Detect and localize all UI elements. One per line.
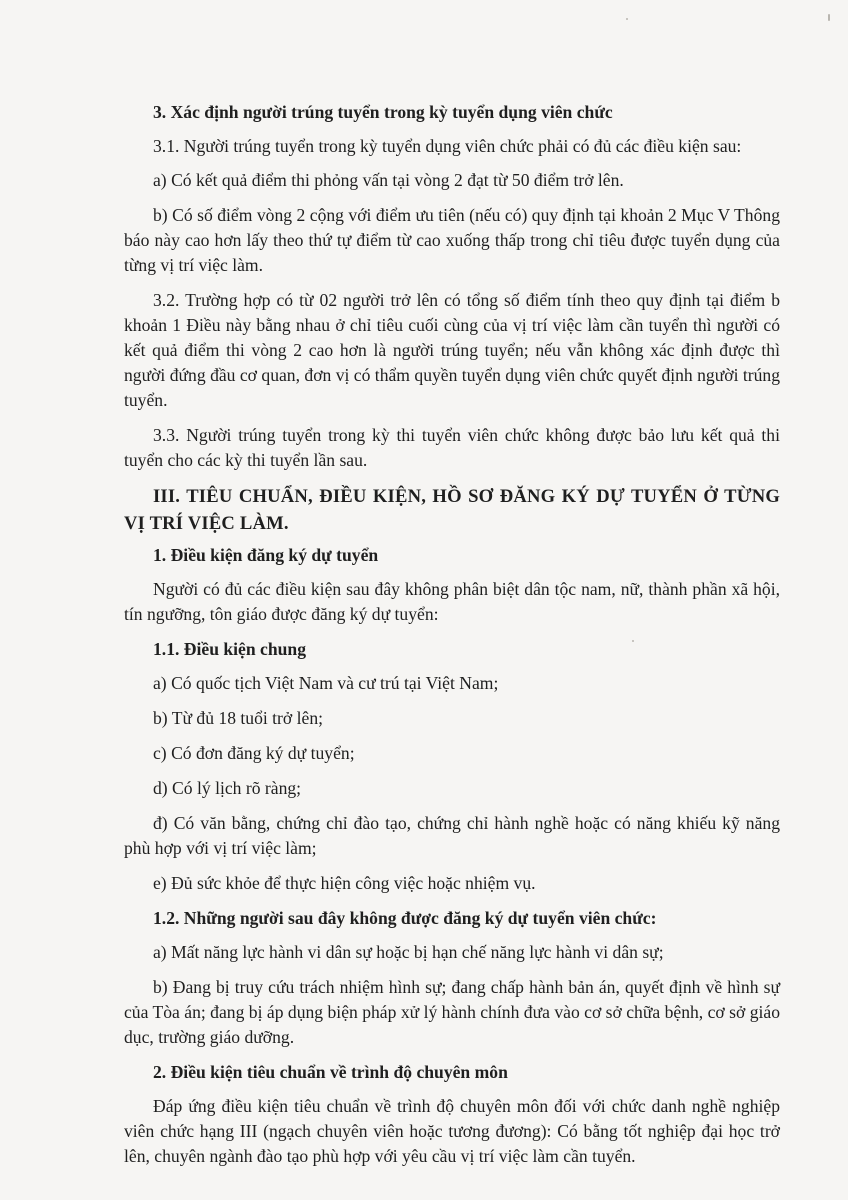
heading-1-1: 1.1. Điều kiện chung	[153, 639, 307, 659]
document-body	[124, 100, 780, 1179]
paragraph-3-1-a: a) Có kết quả điểm thi phỏng vấn tại vòng 2 đạt từ 50 điểm trở lên.	[153, 170, 624, 190]
list-item-1-1-d: d) Có lý lịch rõ ràng;	[153, 778, 302, 798]
heading-1-2: 1.2. Những người sau đây không được đăng ký dự tuyển viên chức:	[153, 908, 657, 928]
scan-speck	[828, 14, 830, 21]
list-item-1-1-dd: đ) Có văn bằng, chứng chỉ đào tạo, chứng chỉ hành nghề hoặc có năng khiếu kỹ năng phù hợp với vị trí việc làm;	[124, 813, 780, 858]
paragraph-3-2: 3.2. Trường hợp có từ 02 người trở lên có tổng số điểm tính theo quy định tại điểm b khoản 1 Điều này bằng nhau ở chỉ tiêu cuối cùng của vị trí việc làm cần tuyển thì người có kết quả điểm thi vòng 2 cao hơn là người trúng tuyển; nếu vẫn không xác định được thì người đứng đầu cơ quan, đơn vị có thẩm quyền tuyển dụng viên chức quyết định người trúng tuyển.	[124, 290, 780, 410]
scan-speck	[626, 18, 628, 20]
paragraph-1-intro: Người có đủ các điều kiện sau đây không phân biệt dân tộc nam, nữ, thành phần xã hội, tín ngưỡng, tôn giáo được đăng ký dự tuyển:	[124, 579, 780, 624]
list-item-1-1-e: e) Đủ sức khỏe để thực hiện công việc hoặc nhiệm vụ.	[153, 873, 536, 893]
paragraph-3-1-b: b) Có số điểm vòng 2 cộng với điểm ưu tiên (nếu có) quy định tại khoản 2 Mục V Thông báo này cao hơn lấy theo thứ tự điểm từ cao xuống thấp trong chỉ tiêu được tuyển dụng của từng vị trí việc làm.	[124, 205, 780, 275]
list-item-1-1-c: c) Có đơn đăng ký dự tuyển;	[153, 743, 355, 763]
heading-2: 2. Điều kiện tiêu chuẩn về trình độ chuyên môn	[153, 1062, 508, 1082]
list-item-1-2-b: b) Đang bị truy cứu trách nhiệm hình sự; đang chấp hành bản án, quyết định về hình sự của Tòa án; đang bị áp dụng biện pháp xử lý hành chính đưa vào cơ sở chữa bệnh, cơ sở giáo dục, trường giáo dưỡng.	[124, 977, 780, 1047]
heading-3: 3. Xác định người trúng tuyển trong kỳ tuyển dụng viên chức	[153, 102, 613, 122]
heading-1: 1. Điều kiện đăng ký dự tuyển	[153, 545, 379, 565]
list-item-1-2-a: a) Mất năng lực hành vi dân sự hoặc bị hạn chế năng lực hành vi dân sự;	[153, 942, 664, 962]
list-item-1-1-b: b) Từ đủ 18 tuổi trở lên;	[153, 708, 324, 728]
paragraph-3-3: 3.3. Người trúng tuyển trong kỳ thi tuyển viên chức không được bảo lưu kết quả thi tuyển cho các kỳ thi tuyển lần sau.	[124, 425, 780, 470]
section-III-heading: III. TIÊU CHUẨN, ĐIỀU KIỆN, HỒ SƠ ĐĂNG KÝ DỰ TUYỂN Ở TỪNG VỊ TRÍ VIỆC LÀM.	[124, 486, 780, 534]
paragraph-3-1: 3.1. Người trúng tuyển trong kỳ tuyển dụng viên chức phải có đủ các điều kiện sau:	[153, 136, 742, 156]
list-item-1-1-a: a) Có quốc tịch Việt Nam và cư trú tại Việt Nam;	[153, 673, 499, 693]
paragraph-2: Đáp ứng điều kiện tiêu chuẩn về trình độ chuyên môn đối với chức danh nghề nghiệp viên chức hạng III (ngạch chuyên viên hoặc tương đương): Có bằng tốt nghiệp đại học trở lên, chuyên ngành đào tạo phù hợp với yêu cầu vị trí việc làm cần tuyển.	[124, 1096, 780, 1166]
